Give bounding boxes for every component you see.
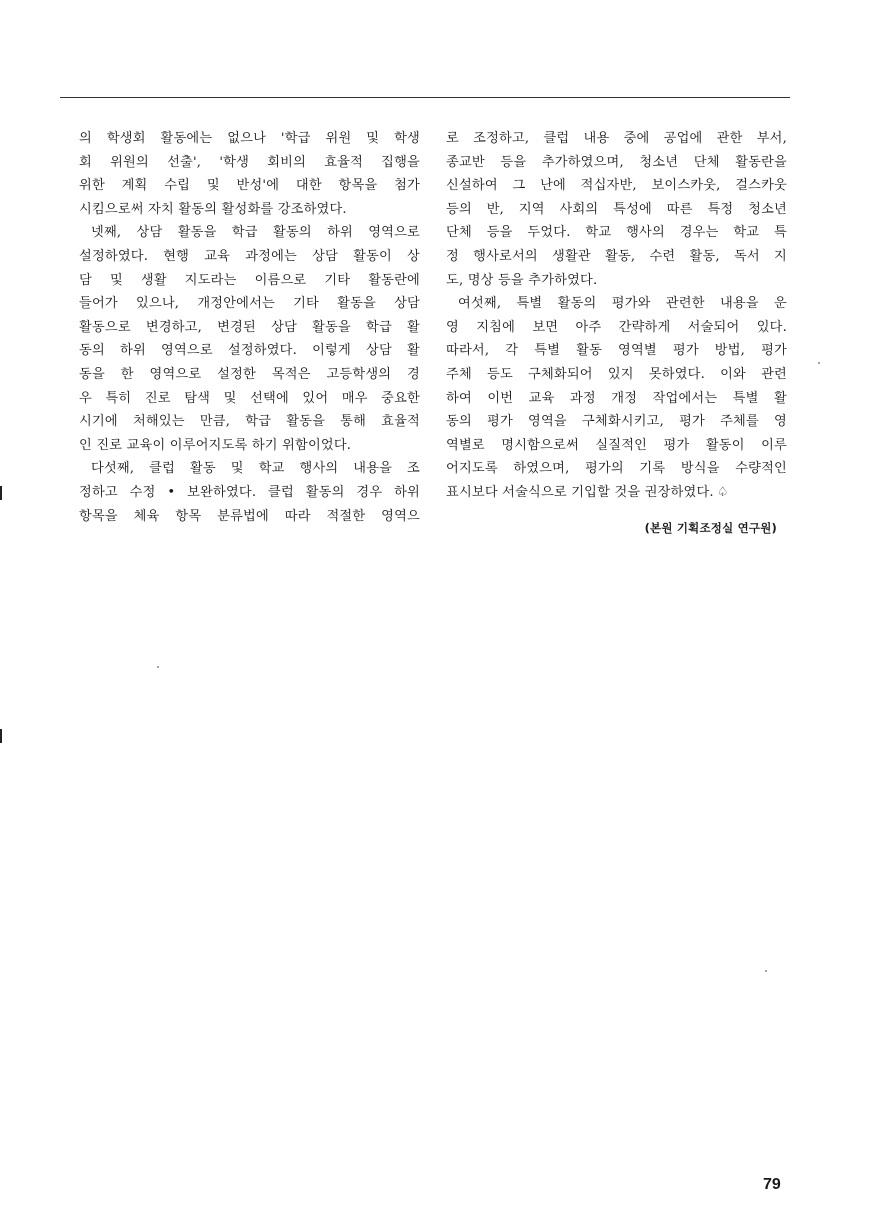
text-line [446, 127, 787, 151]
text-line-content: 어지도록 하였으며, 평가의 기록 방식을 수량적인 [446, 461, 787, 477]
text-line-content: 역별로 명시함으로써 실질적인 평가 활동이 이루 [446, 437, 787, 453]
text-line-content: 도, 명상 등을 추가하였다. [446, 272, 598, 288]
text-line [446, 363, 787, 387]
scan-speck [765, 970, 767, 972]
text-line [79, 151, 420, 175]
text-line [446, 151, 787, 175]
text-line [79, 221, 420, 245]
text-line-content: 시킴으로써 자치 활동의 활성화를 강조하였다. [79, 201, 347, 217]
author-credit: (본원 기획조정실 연구원) [644, 521, 777, 535]
scan-margin-mark [0, 486, 2, 500]
text-line [446, 221, 787, 245]
text-line [446, 457, 787, 481]
text-line [446, 198, 787, 222]
text-line-content: 항목을 체육 항목 분류법에 따라 적절한 영역으 [79, 508, 420, 524]
text-line [79, 316, 420, 340]
text-line [79, 127, 420, 151]
text-line [446, 410, 787, 434]
text-line [79, 434, 420, 458]
text-line [79, 292, 420, 316]
text-line-content: 시기에 처해있는 만큼, 학급 활동을 통해 효율적 [79, 414, 420, 430]
text-line [446, 434, 787, 458]
scan-speck [157, 666, 159, 668]
text-line-content: 설정하였다. 현행 교육 과정에는 상담 활동이 상 [79, 248, 420, 264]
text-line-content: 동을 한 영역으로 설정한 목적은 고등학생의 경 [79, 366, 420, 382]
text-line [446, 387, 787, 411]
spade-outline-icon: ♤ [716, 484, 729, 500]
text-line-content: 동의 하위 영역으로 설정하였다. 이렇게 상담 활 [79, 343, 420, 359]
scan-speck [818, 362, 820, 364]
text-line-content: 담 및 생활 지도라는 이름으로 기타 활동란에 [79, 272, 420, 288]
text-line-content: 동의 평가 영역을 구체화시키고, 평가 주체를 영 [446, 414, 787, 430]
text-line [79, 387, 420, 411]
text-line-content: 하여 이번 교육 과정 개정 작업에서는 특별 활 [446, 390, 787, 406]
text-line-content: 단체 등을 두었다. 학교 행사의 경우는 학교 특 [446, 225, 787, 241]
text-line-content: 정 행사로서의 생활관 활동, 수련 활동, 독서 지 [446, 248, 787, 264]
text-line [79, 245, 420, 269]
text-line [446, 174, 787, 198]
text-line [79, 410, 420, 434]
text-line [446, 316, 787, 340]
text-line-content: 넷째, 상담 활동을 학급 활동의 하위 영역으로 [91, 225, 420, 241]
text-line-content: 표시보다 서술식으로 기입할 것을 권장하였다. [446, 484, 714, 500]
right-text-column [446, 127, 787, 505]
page-number: 79 [763, 1176, 781, 1193]
text-line-content: 종교반 등을 추가하였으며, 청소년 단체 활동란을 [446, 154, 787, 170]
left-text-column [79, 127, 420, 528]
text-line-content: 들어가 있으나, 개정안에서는 기타 활동을 상담 [79, 296, 420, 312]
text-line-content: 회 위원의 선출', '학생 회비의 효율적 집행을 [79, 154, 420, 170]
text-line-content: 주체 등도 구체화되어 있지 못하였다. 이와 관련 [446, 366, 787, 382]
text-line-content: 등의 반, 지역 사회의 특성에 따른 특정 청소년 [446, 201, 787, 217]
text-line-content: 다섯째, 클럽 활동 및 학교 행사의 내용을 조 [91, 461, 420, 477]
text-line [446, 245, 787, 269]
text-line [79, 269, 420, 293]
text-line-content: 따라서, 각 특별 활동 영역별 평가 방법, 평가 [446, 343, 787, 359]
text-line-content: 활동으로 변경하고, 변경된 상담 활동을 학급 활 [79, 319, 420, 335]
text-line [446, 269, 787, 293]
text-line [446, 339, 787, 363]
text-line [79, 457, 420, 481]
text-line-content: 여섯째, 특별 활동의 평가와 관련한 내용을 운 [458, 296, 787, 312]
text-line [446, 292, 787, 316]
scan-margin-mark [0, 729, 2, 743]
text-line-content: 신설하여 그 난에 적십자반, 보이스카웃, 걸스카웃 [446, 178, 787, 194]
text-line-content: 인 진로 교육이 이루어지도록 하기 위함이었다. [79, 437, 352, 453]
text-line [79, 174, 420, 198]
text-line-content: 영 지침에 보면 아주 간략하게 서술되어 있다. [446, 319, 787, 335]
text-line [79, 481, 420, 505]
text-line [446, 481, 787, 505]
header-rule [60, 97, 790, 98]
text-line-content: 정하고 수정 • 보완하였다. 클럽 활동의 경우 하위 [79, 484, 420, 500]
text-line [79, 363, 420, 387]
text-line-content: 로 조정하고, 클럽 내용 중에 공업에 관한 부서, [446, 131, 787, 146]
text-line-content: 위한 계획 수립 및 반성'에 대한 항목을 첨가 [79, 178, 420, 194]
text-line [79, 339, 420, 363]
text-line [79, 198, 420, 222]
text-line [79, 505, 420, 529]
text-line-content: 우 특히 진로 탐색 및 선택에 있어 매우 중요한 [79, 390, 420, 406]
text-line-content: 의 학생회 활동에는 없으나 '학급 위원 및 학생 [79, 131, 420, 146]
